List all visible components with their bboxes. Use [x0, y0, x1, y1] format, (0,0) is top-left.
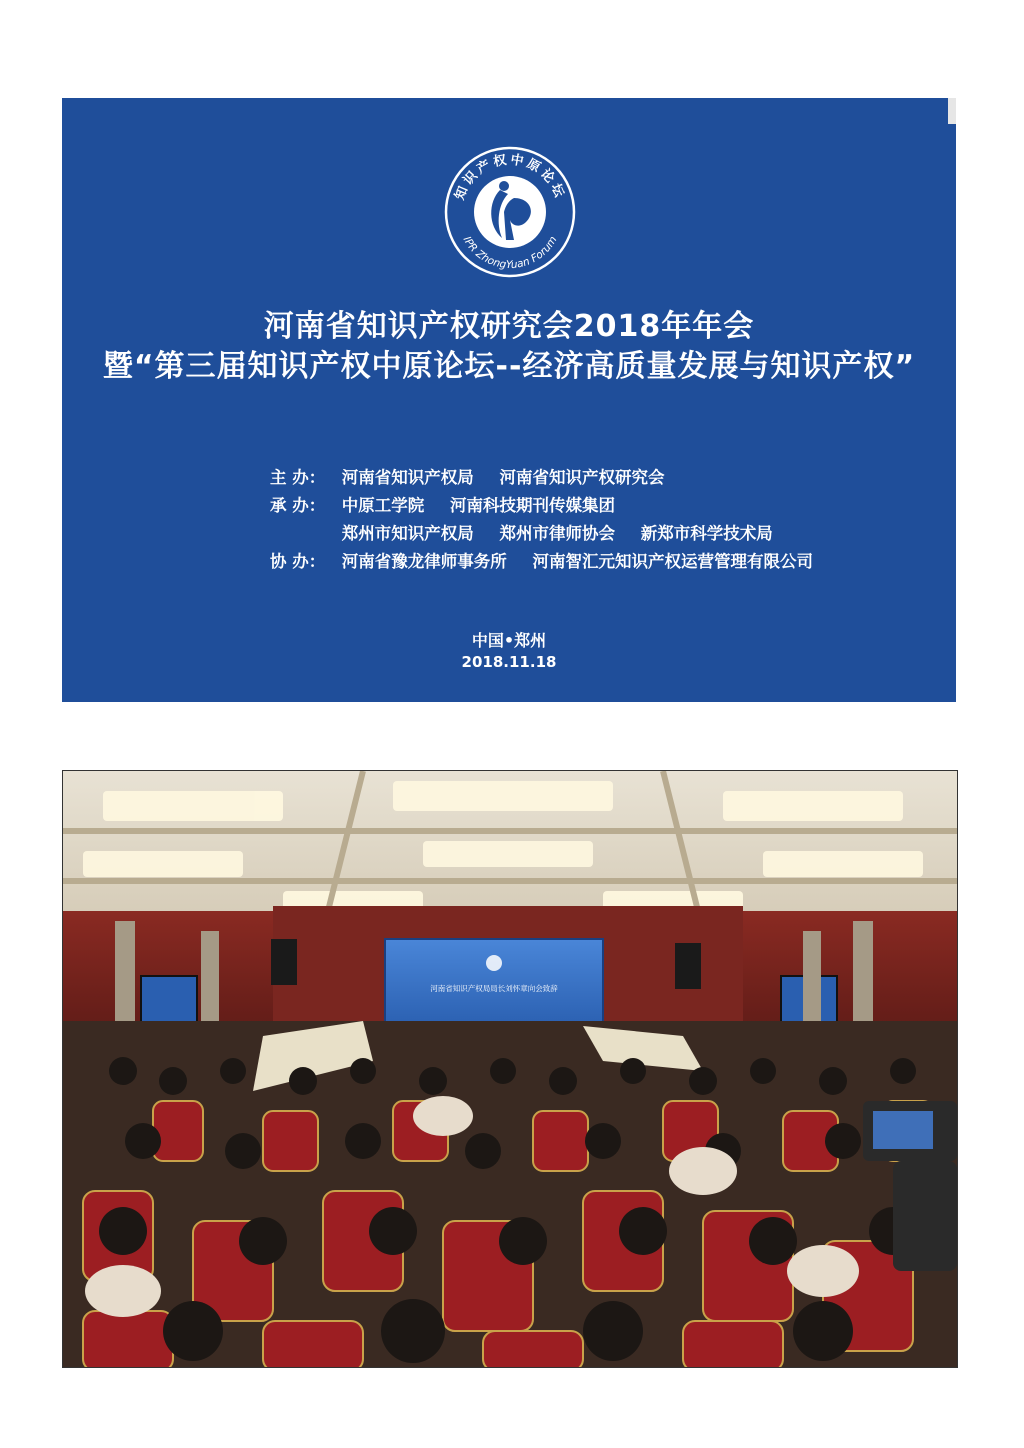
organizer-label: 协 办： [270, 552, 326, 571]
conference-hall-photo [62, 770, 958, 1368]
event-place: 中国•郑州 [471, 631, 547, 650]
event-date: 2018.11.18 [461, 653, 557, 671]
organizer-row-undertake-cont [270, 522, 833, 550]
logo-ring-text-en: IPR ZhongYuan Forum [460, 234, 560, 272]
organizer-label: 承 办： [270, 496, 326, 515]
organizer-item: 河南省知识产权局 [341, 468, 474, 487]
slide-title-line1: 河南省知识产权研究会2018年年会 [263, 309, 755, 344]
organizer-item: 河南科技期刊传媒集团 [450, 496, 615, 515]
organizer-item: 郑州市知识产权局 [341, 524, 474, 543]
organizer-item: 河南省知识产权研究会 [499, 468, 665, 487]
stage-screen-text: 河南省知识产权局局长刘怀章向会致辞 [430, 984, 558, 993]
ipr-forum-logo-icon [440, 142, 580, 282]
logo-ring-text-cn: 知识产权中原论坛 [452, 152, 568, 203]
organizer-list [270, 466, 833, 578]
organizer-label: 主 办： [270, 468, 326, 487]
organizer-item: 河南智汇元知识产权运营管理有限公司 [532, 552, 813, 571]
title-slide [62, 98, 956, 702]
forum-logo [440, 142, 580, 282]
organizer-item: 河南省豫龙律师事务所 [341, 552, 507, 571]
slide-edge-mark [948, 98, 956, 124]
organizer-row-host [270, 466, 833, 494]
organizer-item: 中原工学院 [341, 496, 425, 515]
slide-title-line2: 暨“第三届知识产权中原论坛--经济高质量发展与知识产权” [102, 349, 916, 384]
organizer-item: 郑州市律师协会 [499, 524, 615, 543]
organizer-row-undertake [270, 494, 833, 522]
organizer-item: 新郑市科学技术局 [640, 524, 773, 543]
organizer-row-assist [270, 550, 833, 578]
conference-scene-illustration [63, 771, 957, 1367]
